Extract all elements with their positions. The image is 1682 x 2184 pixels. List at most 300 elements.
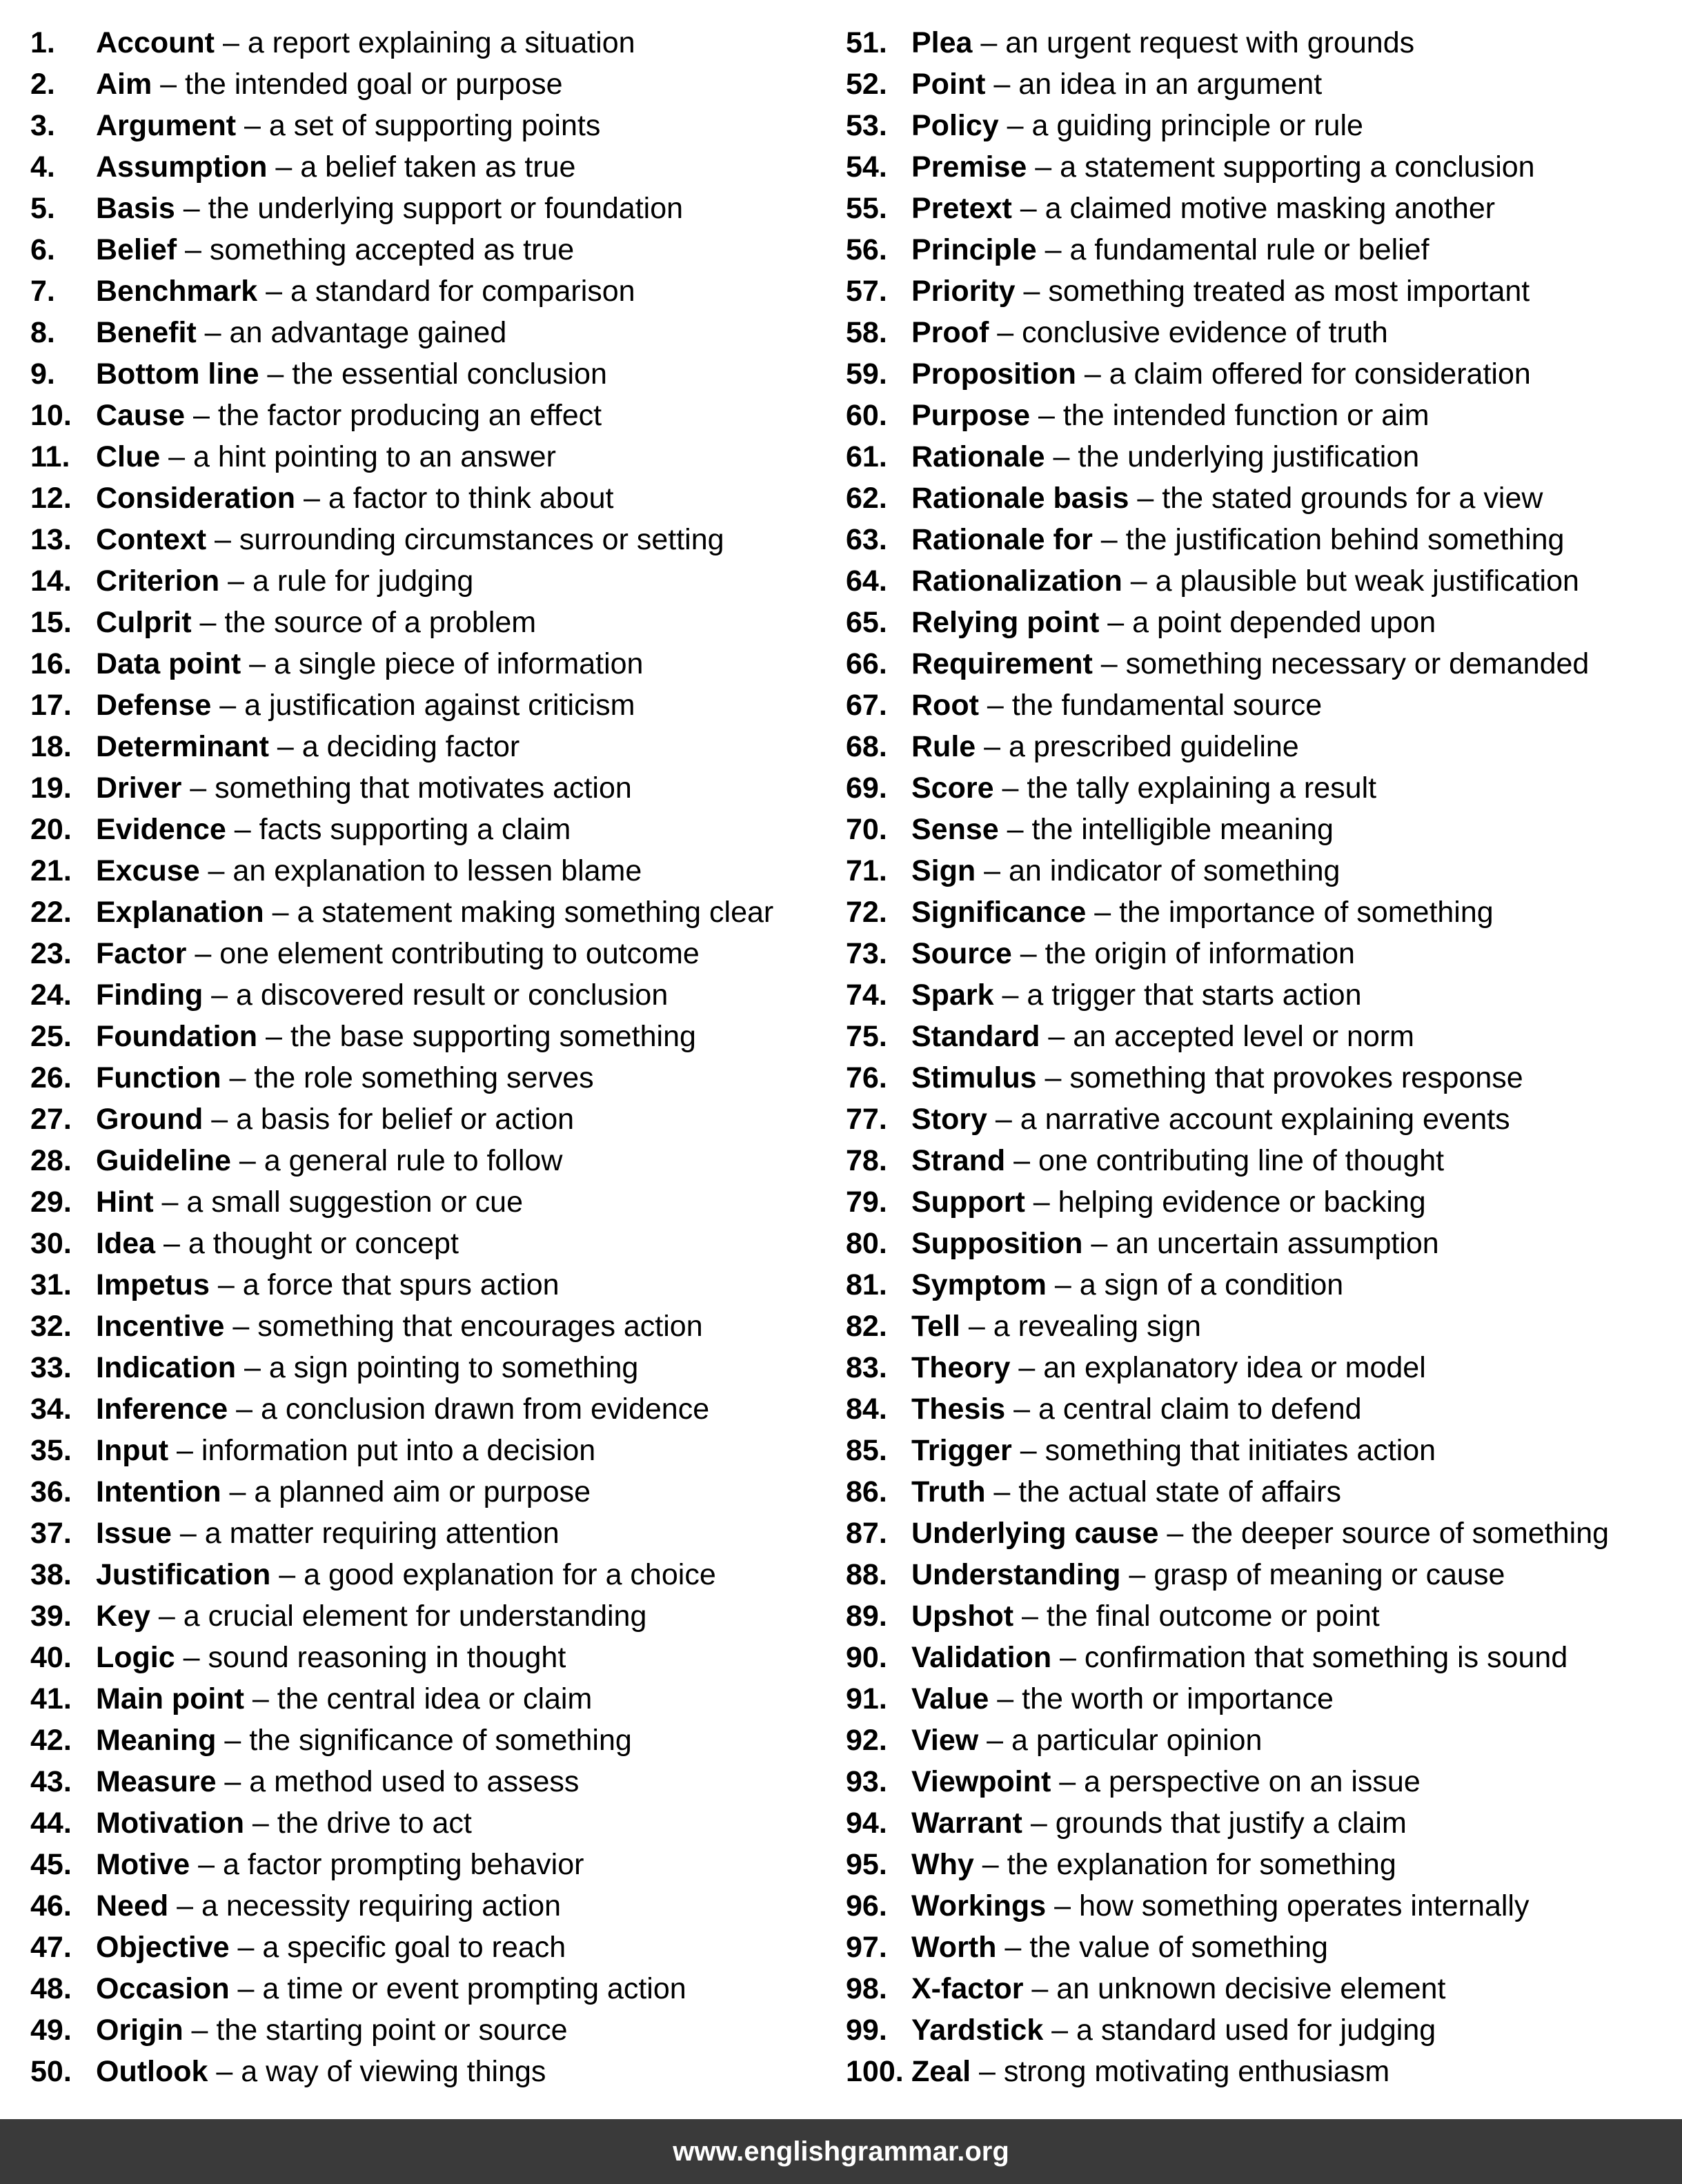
- item-number: 91.: [846, 1682, 887, 1715]
- item-separator: –: [1076, 357, 1109, 391]
- item-definition: the stated grounds for a view: [1162, 482, 1543, 515]
- item-definition: a revealing sign: [993, 1310, 1201, 1343]
- item-number: 93.: [846, 1765, 887, 1798]
- item-separator: –: [996, 1931, 1030, 1964]
- list-item: [846, 2051, 1674, 2092]
- item-number: 83.: [846, 1351, 887, 1384]
- item-term: Requirement: [911, 647, 1093, 680]
- list-item: [846, 105, 1674, 146]
- item-definition: something that initiates action: [1045, 1434, 1436, 1467]
- item-term: Value: [911, 1682, 989, 1715]
- list-item: [30, 1181, 824, 1223]
- item-separator: –: [216, 1765, 250, 1798]
- list-item: [846, 395, 1674, 436]
- item-definition: a time or event prompting action: [262, 1972, 686, 2005]
- item-definition: the source of a problem: [224, 606, 537, 639]
- item-term: Key: [96, 1600, 150, 1633]
- item-term: Hint: [96, 1186, 154, 1219]
- item-number: 80.: [846, 1227, 887, 1260]
- item-number: 40.: [30, 1641, 72, 1674]
- item-definition: the importance of something: [1119, 896, 1494, 929]
- item-number: 3.: [30, 109, 55, 142]
- item-number: 30.: [30, 1227, 72, 1260]
- item-term: Sign: [911, 854, 976, 887]
- item-definition: the central idea or claim: [277, 1682, 593, 1715]
- item-term: Understanding: [911, 1558, 1121, 1591]
- item-term: Clue: [96, 440, 161, 473]
- item-definition: a method used to assess: [249, 1765, 580, 1798]
- list-item: [30, 1057, 824, 1099]
- item-definition: a planned aim or purpose: [254, 1475, 591, 1508]
- item-definition: a factor to think about: [328, 482, 614, 515]
- item-term: Bottom line: [96, 357, 259, 391]
- list-item: [846, 1885, 1674, 1927]
- item-term: Defense: [96, 689, 212, 722]
- item-term: Workings: [911, 1889, 1047, 1922]
- item-term: Cause: [96, 399, 186, 432]
- list-item: [846, 1264, 1674, 1306]
- list-item: [846, 1927, 1674, 1968]
- item-number: 38.: [30, 1558, 72, 1591]
- item-definition: a way of viewing things: [241, 2055, 546, 2088]
- item-number: 4.: [30, 150, 55, 184]
- item-term: Input: [96, 1434, 169, 1467]
- item-number: 7.: [30, 275, 55, 308]
- item-number: 85.: [846, 1434, 887, 1467]
- item-number: 66.: [846, 647, 887, 680]
- item-definition: an advantage gained: [229, 316, 507, 349]
- item-definition: a sign of a condition: [1079, 1268, 1344, 1301]
- list-item: [846, 602, 1674, 643]
- item-number: 59.: [846, 357, 887, 391]
- list-item: [30, 767, 824, 809]
- item-number: 94.: [846, 1807, 887, 1840]
- item-definition: one contributing line of thought: [1038, 1144, 1445, 1177]
- item-definition: conclusive evidence of truth: [1022, 316, 1388, 349]
- list-item: [846, 685, 1674, 726]
- item-number: 54.: [846, 150, 887, 184]
- list-item: [846, 2009, 1674, 2051]
- item-separator: –: [209, 1268, 243, 1301]
- list-item: [846, 643, 1674, 685]
- word-list: [0, 22, 1682, 2099]
- item-definition: something accepted as true: [209, 233, 575, 266]
- list-item: [846, 726, 1674, 767]
- item-definition: a fundamental rule or belief: [1069, 233, 1429, 266]
- item-separator: –: [224, 1310, 258, 1343]
- item-separator: –: [1023, 1972, 1057, 2005]
- item-definition: the significance of something: [249, 1724, 632, 1757]
- item-separator: –: [1099, 606, 1133, 639]
- list-item: [30, 726, 824, 767]
- item-number: 68.: [846, 730, 887, 763]
- item-term: Zeal: [911, 2055, 971, 2088]
- item-separator: –: [1040, 1020, 1073, 1053]
- item-separator: –: [1051, 1641, 1085, 1674]
- item-term: Data point: [96, 647, 241, 680]
- list-item: [846, 809, 1674, 850]
- item-separator: –: [993, 771, 1027, 805]
- item-separator: –: [1005, 1393, 1039, 1426]
- item-definition: the final outcome or point: [1046, 1600, 1380, 1633]
- list-item: [30, 933, 824, 974]
- item-definition: a rule for judging: [253, 564, 474, 598]
- item-separator: –: [199, 854, 233, 887]
- item-separator: –: [1011, 1434, 1045, 1467]
- item-definition: a force that spurs action: [242, 1268, 560, 1301]
- item-number: 23.: [30, 937, 72, 970]
- item-definition: surrounding circumstances or setting: [239, 523, 724, 556]
- item-term: Rationalization: [911, 564, 1122, 598]
- list-item: [30, 1099, 824, 1140]
- item-definition: the intended function or aim: [1062, 399, 1429, 432]
- item-definition: the explanation for something: [1007, 1848, 1396, 1881]
- item-number: 27.: [30, 1103, 72, 1136]
- list-item: [846, 1306, 1674, 1347]
- list-item: [30, 1388, 824, 1430]
- item-term: Main point: [96, 1682, 244, 1715]
- list-item: [30, 353, 824, 395]
- item-number: 25.: [30, 1020, 72, 1053]
- item-term: Rationale basis: [911, 482, 1129, 515]
- item-term: Yardstick: [911, 2014, 1044, 2047]
- item-separator: –: [1092, 647, 1126, 680]
- list-item: [30, 395, 824, 436]
- item-number: 2.: [30, 68, 55, 101]
- item-definition: an uncertain assumption: [1116, 1227, 1439, 1260]
- item-definition: the essential conclusion: [292, 357, 607, 391]
- list-item: [846, 1844, 1674, 1885]
- item-definition: the drive to act: [277, 1807, 472, 1840]
- item-separator: –: [973, 1848, 1007, 1881]
- list-item: [846, 1181, 1674, 1223]
- item-separator: –: [168, 1889, 201, 1922]
- item-number: 92.: [846, 1724, 887, 1757]
- item-definition: a crucial element for understanding: [183, 1600, 647, 1633]
- item-number: 63.: [846, 523, 887, 556]
- item-number: 88.: [846, 1558, 887, 1591]
- item-separator: –: [978, 689, 1012, 722]
- list-item: [30, 22, 824, 63]
- item-separator: –: [181, 771, 215, 805]
- item-definition: the tally explaining a result: [1027, 771, 1377, 805]
- list-item: [30, 1802, 824, 1844]
- item-definition: a conclusion drawn from evidence: [261, 1393, 710, 1426]
- list-item: [30, 436, 824, 478]
- item-definition: sound reasoning in thought: [208, 1641, 566, 1674]
- item-definition: a standard for comparison: [290, 275, 635, 308]
- item-definition: the origin of information: [1045, 937, 1355, 970]
- list-item: [846, 519, 1674, 560]
- list-item: [30, 63, 824, 105]
- item-number: 18.: [30, 730, 72, 763]
- footer-url[interactable]: www.englishgrammar.org: [673, 2136, 1009, 2167]
- list-item: [846, 229, 1674, 270]
- item-definition: an explanation to lessen blame: [232, 854, 642, 887]
- item-separator: –: [203, 978, 237, 1012]
- item-separator: –: [153, 1186, 187, 1219]
- item-separator: –: [1158, 1517, 1192, 1550]
- list-item: [846, 22, 1674, 63]
- item-separator: –: [175, 1641, 208, 1674]
- item-number: 51.: [846, 26, 887, 59]
- item-definition: the base supporting something: [290, 1020, 696, 1053]
- item-definition: a report explaining a situation: [247, 26, 635, 59]
- item-term: Foundation: [96, 1020, 258, 1053]
- item-separator: –: [1086, 896, 1120, 929]
- list-item: [846, 1057, 1674, 1099]
- item-definition: a good explanation for a choice: [304, 1558, 716, 1591]
- item-definition: the actual state of affairs: [1018, 1475, 1342, 1508]
- item-term: Premise: [911, 150, 1027, 184]
- item-definition: an urgent request with grounds: [1005, 26, 1415, 59]
- item-separator: –: [976, 730, 1009, 763]
- item-term: Score: [911, 771, 994, 805]
- item-separator: –: [229, 1931, 263, 1964]
- item-number: 19.: [30, 771, 72, 805]
- item-separator: –: [993, 978, 1027, 1012]
- item-number: 53.: [846, 109, 887, 142]
- item-definition: a plausible but weak justification: [1155, 564, 1579, 598]
- list-item: [846, 146, 1674, 188]
- item-number: 36.: [30, 1475, 72, 1508]
- item-separator: –: [1082, 1227, 1116, 1260]
- item-number: 70.: [846, 813, 887, 846]
- item-number: 81.: [846, 1268, 887, 1301]
- item-term: Thesis: [911, 1393, 1006, 1426]
- item-number: 67.: [846, 689, 887, 722]
- list-item: [30, 1140, 824, 1181]
- item-definition: a particular opinion: [1011, 1724, 1263, 1757]
- list-item: [846, 436, 1674, 478]
- item-definition: a prescribed guideline: [1009, 730, 1299, 763]
- list-item: [30, 1637, 824, 1678]
- item-number: 89.: [846, 1600, 887, 1633]
- item-term: Strand: [911, 1144, 1006, 1177]
- item-definition: strong motivating enthusiasm: [1003, 2055, 1390, 2088]
- list-item: [846, 1430, 1674, 1471]
- item-separator: –: [1046, 1268, 1080, 1301]
- item-separator: –: [1051, 1765, 1085, 1798]
- item-definition: the underlying justification: [1078, 440, 1420, 473]
- item-definition: the deeper source of something: [1191, 1517, 1610, 1550]
- item-term: Justification: [96, 1558, 271, 1591]
- item-number: 69.: [846, 771, 887, 805]
- item-term: Account: [96, 26, 215, 59]
- item-term: Benchmark: [96, 275, 258, 308]
- item-definition: a discovered result or conclusion: [236, 978, 669, 1012]
- list-item: [30, 1844, 824, 1885]
- item-number: 47.: [30, 1931, 72, 1964]
- item-term: Excuse: [96, 854, 200, 887]
- item-number: 50.: [30, 2055, 72, 2088]
- item-number: 71.: [846, 854, 887, 887]
- item-definition: something treated as most important: [1048, 275, 1530, 308]
- item-term: Relying point: [911, 606, 1100, 639]
- list-item: [30, 602, 824, 643]
- item-separator: –: [206, 523, 239, 556]
- item-number: 97.: [846, 1931, 887, 1964]
- item-definition: the intelligible meaning: [1031, 813, 1334, 846]
- item-term: Impetus: [96, 1268, 210, 1301]
- item-number: 72.: [846, 896, 887, 929]
- list-item: [30, 519, 824, 560]
- item-number: 61.: [846, 440, 887, 473]
- list-item: [846, 1223, 1674, 1264]
- item-term: Priority: [911, 275, 1016, 308]
- list-item: [30, 1927, 824, 1968]
- item-term: Supposition: [911, 1227, 1083, 1260]
- item-number: 76.: [846, 1061, 887, 1094]
- item-definition: a deciding factor: [301, 730, 520, 763]
- item-term: Incentive: [96, 1310, 225, 1343]
- item-separator: –: [1036, 1061, 1070, 1094]
- item-separator: –: [211, 689, 245, 722]
- item-number: 11.: [30, 440, 70, 473]
- word-list-column-left: [30, 22, 824, 2092]
- item-definition: a justification against criticism: [244, 689, 635, 722]
- item-term: View: [911, 1724, 979, 1757]
- item-definition: the role something serves: [254, 1061, 594, 1094]
- item-term: Aim: [96, 68, 152, 101]
- item-term: Assumption: [96, 150, 268, 184]
- item-separator: –: [175, 192, 208, 225]
- list-item: [846, 270, 1674, 312]
- item-term: Motive: [96, 1848, 190, 1881]
- item-number: 29.: [30, 1186, 72, 1219]
- list-item: [30, 809, 824, 850]
- item-separator: –: [989, 1682, 1022, 1715]
- item-separator: –: [1120, 1558, 1154, 1591]
- item-definition: a necessity requiring action: [201, 1889, 562, 1922]
- list-item: [30, 1678, 824, 1720]
- item-term: Consideration: [96, 482, 296, 515]
- item-number: 37.: [30, 1517, 72, 1550]
- item-number: 74.: [846, 978, 887, 1012]
- item-separator: –: [244, 1807, 277, 1840]
- item-number: 82.: [846, 1310, 887, 1343]
- item-number: 55.: [846, 192, 887, 225]
- item-number: 84.: [846, 1393, 887, 1426]
- item-definition: the intended goal or purpose: [185, 68, 563, 101]
- item-term: Warrant: [911, 1807, 1022, 1840]
- item-definition: a thought or concept: [188, 1227, 459, 1260]
- item-number: 8.: [30, 316, 55, 349]
- item-separator: –: [987, 1103, 1020, 1136]
- list-item: [846, 850, 1674, 892]
- item-separator: –: [221, 1475, 255, 1508]
- item-separator: –: [257, 1020, 290, 1053]
- item-separator: –: [168, 1434, 201, 1467]
- item-term: Explanation: [96, 896, 264, 929]
- item-separator: –: [1022, 1807, 1056, 1840]
- item-number: 73.: [846, 937, 887, 970]
- item-separator: –: [160, 440, 193, 473]
- item-separator: –: [1010, 1351, 1044, 1384]
- list-item: [846, 974, 1674, 1016]
- item-separator: –: [171, 1517, 205, 1550]
- item-definition: information put into a decision: [201, 1434, 596, 1467]
- item-separator: –: [236, 1351, 269, 1384]
- list-item: [30, 1347, 824, 1388]
- list-item: [30, 105, 824, 146]
- item-definition: one element contributing to outcome: [219, 937, 700, 970]
- item-term: Worth: [911, 1931, 997, 1964]
- item-separator: –: [270, 1558, 304, 1591]
- item-separator: –: [190, 1848, 223, 1881]
- item-definition: an accepted level or norm: [1073, 1020, 1414, 1053]
- item-number: 9.: [30, 357, 55, 391]
- item-number: 98.: [846, 1972, 887, 2005]
- item-separator: –: [1015, 275, 1049, 308]
- item-term: Proposition: [911, 357, 1076, 391]
- item-definition: a basis for belief or action: [236, 1103, 575, 1136]
- item-number: 49.: [30, 2014, 72, 2047]
- item-definition: the starting point or source: [216, 2014, 568, 2047]
- list-item: [846, 1016, 1674, 1057]
- list-item: [30, 974, 824, 1016]
- item-term: Logic: [96, 1641, 175, 1674]
- item-definition: something that provokes response: [1069, 1061, 1523, 1094]
- item-term: Factor: [96, 937, 187, 970]
- item-number: 99.: [846, 2014, 887, 2047]
- item-term: Evidence: [96, 813, 226, 846]
- item-term: Root: [911, 689, 979, 722]
- item-separator: –: [1025, 1186, 1058, 1219]
- item-definition: a small suggestion or cue: [186, 1186, 523, 1219]
- item-definition: a claimed motive masking another: [1045, 192, 1496, 225]
- item-separator: –: [267, 150, 301, 184]
- item-term: Spark: [911, 978, 994, 1012]
- list-item: [30, 1968, 824, 2009]
- item-separator: –: [1092, 523, 1126, 556]
- item-definition: a factor prompting behavior: [223, 1848, 584, 1881]
- item-number: 41.: [30, 1682, 72, 1715]
- item-definition: the fundamental source: [1011, 689, 1323, 722]
- list-item: [846, 1388, 1674, 1430]
- item-term: Driver: [96, 771, 182, 805]
- item-number: 56.: [846, 233, 887, 266]
- item-term: Idea: [96, 1227, 156, 1260]
- item-term: Plea: [911, 26, 973, 59]
- item-number: 44.: [30, 1807, 72, 1840]
- item-number: 32.: [30, 1310, 72, 1343]
- item-number: 48.: [30, 1972, 72, 2005]
- list-item: [30, 1720, 824, 1761]
- list-item: [30, 685, 824, 726]
- item-term: Viewpoint: [911, 1765, 1051, 1798]
- list-item: [846, 1678, 1674, 1720]
- item-term: Guideline: [96, 1144, 231, 1177]
- item-separator: –: [971, 2055, 1004, 2088]
- list-item: [846, 1099, 1674, 1140]
- item-number: 34.: [30, 1393, 72, 1426]
- item-separator: –: [203, 1103, 237, 1136]
- item-term: Theory: [911, 1351, 1011, 1384]
- list-item: [30, 146, 824, 188]
- item-number: 64.: [846, 564, 887, 598]
- item-number: 65.: [846, 606, 887, 639]
- item-term: Need: [96, 1889, 169, 1922]
- item-number: 100.: [846, 2055, 904, 2088]
- list-item: [846, 1140, 1674, 1181]
- item-separator: –: [226, 813, 259, 846]
- item-separator: –: [196, 316, 230, 349]
- item-definition: the factor producing an effect: [217, 399, 602, 432]
- item-number: 87.: [846, 1517, 887, 1550]
- item-number: 60.: [846, 399, 887, 432]
- item-term: Story: [911, 1103, 987, 1136]
